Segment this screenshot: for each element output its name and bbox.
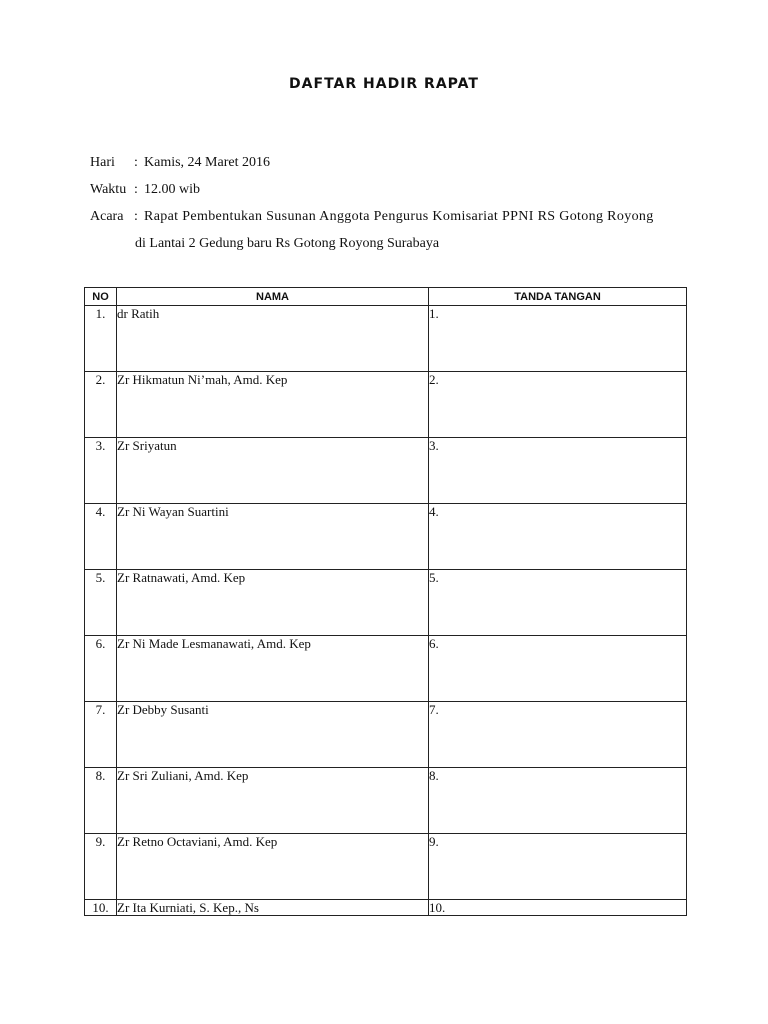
row-nama: Zr Ratnawati, Amd. Kep: [117, 570, 429, 636]
row-signature-cell: 10.: [429, 900, 687, 916]
row-no: 6.: [85, 636, 117, 702]
table-row: [85, 570, 687, 636]
meta-acara: [90, 209, 680, 225]
document-title: DAFTAR HADIR RAPAT: [289, 76, 479, 92]
row-no: 2.: [85, 372, 117, 438]
row-no: 5.: [85, 570, 117, 636]
row-no: 7.: [85, 702, 117, 768]
row-signature-cell: 2.: [429, 372, 687, 438]
row-signature-cell: 1.: [429, 306, 687, 372]
table-row: [85, 438, 687, 504]
row-nama: dr Ratih: [117, 306, 429, 372]
table-header-row: [85, 288, 687, 306]
meta-waktu-value: 12.00 wib: [144, 182, 200, 197]
row-nama: Zr Sriyatun: [117, 438, 429, 504]
row-nama: Zr Hikmatun Ni’mah, Amd. Kep: [117, 372, 429, 438]
header-no: NO: [85, 288, 117, 306]
meta-acara-label: Acara: [90, 209, 124, 224]
row-no: 8.: [85, 768, 117, 834]
row-nama: Zr Debby Susanti: [117, 702, 429, 768]
meta-waktu-sep: :: [134, 182, 138, 197]
row-signature-cell: 5.: [429, 570, 687, 636]
row-no: 4.: [85, 504, 117, 570]
meta-hari-sep: :: [134, 155, 138, 170]
row-nama: Zr Sri Zuliani, Amd. Kep: [117, 768, 429, 834]
table-row: [85, 900, 687, 916]
meta-acara-value: Rapat Pembentukan Susunan Anggota Pengurus Komisariat PPNI RS Gotong Royong: [144, 209, 654, 224]
meta-hari: [90, 155, 270, 171]
meta-waktu-label: Waktu: [90, 182, 127, 197]
table-row: [85, 372, 687, 438]
table-row: [85, 504, 687, 570]
table-row: [85, 702, 687, 768]
row-signature-cell: 4.: [429, 504, 687, 570]
table-row: [85, 306, 687, 372]
row-signature-cell: 7.: [429, 702, 687, 768]
row-no: 10.: [85, 900, 117, 916]
row-no: 1.: [85, 306, 117, 372]
row-nama: Zr Ni Wayan Suartini: [117, 504, 429, 570]
meta-hari-value: Kamis, 24 Maret 2016: [144, 155, 270, 170]
table-row: [85, 768, 687, 834]
row-nama: Zr Retno Octaviani, Amd. Kep: [117, 834, 429, 900]
row-signature-cell: 6.: [429, 636, 687, 702]
meta-acara-value-continued: di Lantai 2 Gedung baru Rs Gotong Royong Surabaya: [135, 236, 440, 251]
row-no: 3.: [85, 438, 117, 504]
row-nama: Zr Ni Made Lesmanawati, Amd. Kep: [117, 636, 429, 702]
meta-hari-label: Hari: [90, 155, 115, 170]
meta-waktu: [90, 182, 200, 198]
header-nama: NAMA: [117, 288, 429, 306]
row-signature-cell: 9.: [429, 834, 687, 900]
row-nama: Zr Ita Kurniati, S. Kep., Ns: [117, 900, 429, 916]
row-signature-cell: 8.: [429, 768, 687, 834]
row-no: 9.: [85, 834, 117, 900]
meta-acara-sep: :: [134, 209, 138, 224]
table-row: [85, 636, 687, 702]
row-signature-cell: 3.: [429, 438, 687, 504]
header-tanda-tangan: TANDA TANGAN: [429, 288, 687, 306]
attendance-table: [84, 287, 687, 916]
table-row: [85, 834, 687, 900]
